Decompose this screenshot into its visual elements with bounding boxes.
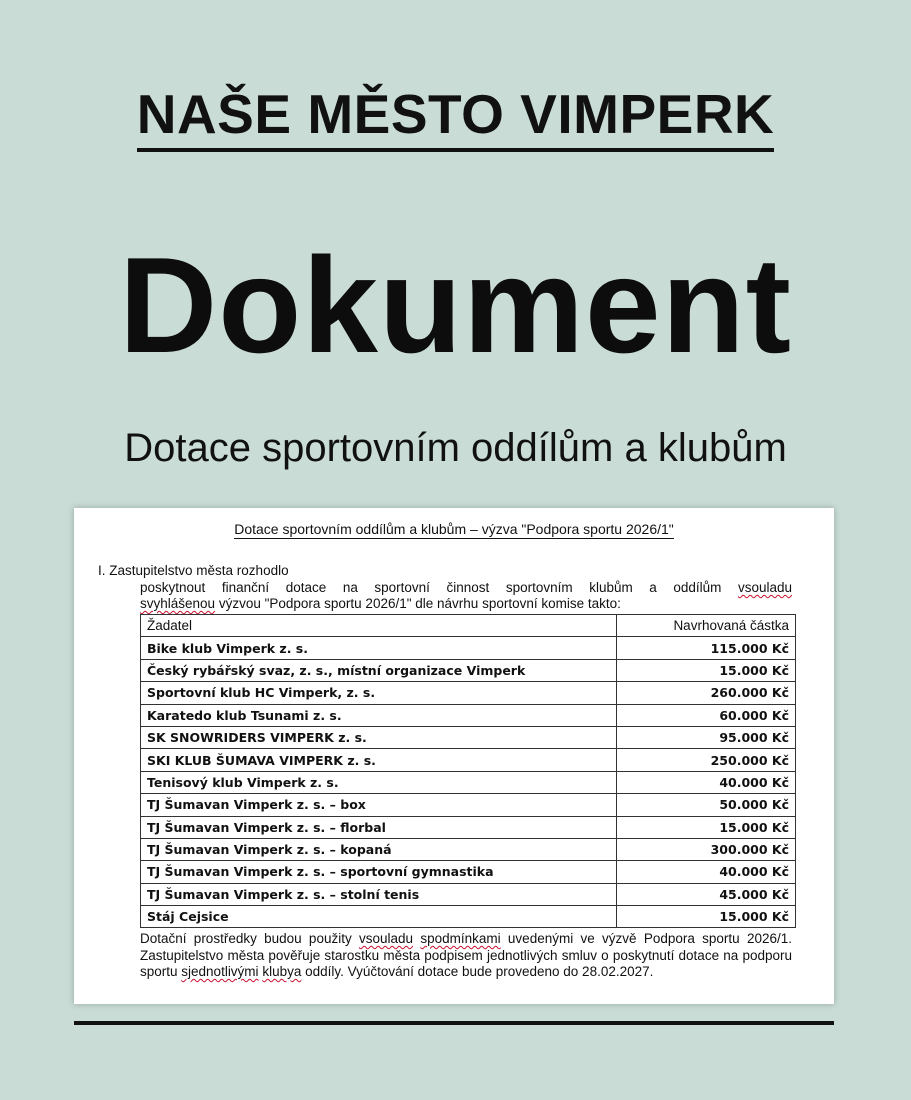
page-subtitle: Dotace sportovním oddílům a klubům — [124, 426, 787, 470]
table-row — [141, 704, 796, 726]
intro-line-2 — [140, 596, 792, 612]
closing-flagged-word: klubya — [262, 964, 302, 979]
closing-text: oddíly. Vyúčtování dotace bude provedeno do 28.02.2027. — [301, 964, 654, 979]
section-title: I. Zastupitelstvo města rozhodlo — [98, 563, 289, 578]
table-row — [141, 816, 796, 838]
applicant-name: Stáj Cejsice — [141, 906, 617, 928]
bottom-divider — [74, 1021, 834, 1025]
intro-paragraph — [140, 580, 792, 612]
intro-text-2: výzvou "Podpora sportu 2026/1" dle návrhu sportovní komise takto: — [215, 596, 621, 611]
intro-text-1: poskytnout finanční dotace na sportovní činnost sportovním klubům a oddílům — [140, 580, 738, 595]
applicant-name: Karatedo klub Tsunami z. s. — [141, 704, 617, 726]
applicant-name: TJ Šumavan Vimperk z. s. – kopaná — [141, 838, 617, 860]
table-row — [141, 749, 796, 771]
applicant-name: Český rybářský svaz, z. s., místní organizace Vimperk — [141, 659, 617, 681]
grants-table — [140, 614, 796, 928]
column-header-applicant: Žadatel — [141, 615, 617, 637]
grant-amount: 250.000 Kč — [617, 749, 796, 771]
table-row — [141, 794, 796, 816]
closing-flagged-word: vsouladu — [359, 931, 414, 946]
table-row — [141, 771, 796, 793]
table-row — [141, 906, 796, 928]
column-header-amount: Navrhovaná částka — [617, 615, 796, 637]
intro-text-1-flagged: vsouladu — [737, 580, 792, 595]
applicant-name: Bike klub Vimperk z. s. — [141, 637, 617, 659]
page-title: Dokument — [119, 229, 792, 381]
closing-flagged-word: sjednotlivými — [181, 964, 259, 979]
grant-amount: 40.000 Kč — [617, 861, 796, 883]
grant-amount: 40.000 Kč — [617, 771, 796, 793]
applicant-name: TJ Šumavan Vimperk z. s. – box — [141, 794, 617, 816]
grant-amount: 45.000 Kč — [617, 883, 796, 905]
applicant-name: SK SNOWRIDERS VIMPERK z. s. — [141, 726, 617, 748]
applicant-name: SKI KLUB ŠUMAVA VIMPERK z. s. — [141, 749, 617, 771]
grant-amount: 15.000 Kč — [617, 906, 796, 928]
grant-amount: 260.000 Kč — [617, 682, 796, 704]
table-row — [141, 659, 796, 681]
grant-amount: 15.000 Kč — [617, 816, 796, 838]
closing-text: uvedenými ve výzvě Podpora sportu 2026/1. Zastupitelstvo města pověřuje starostku města podpisem jednotlivých smluv o poskytnutí dotace na podporu sportu — [140, 931, 792, 979]
table-row — [141, 883, 796, 905]
intro-text-2-flagged: svyhlášenou — [140, 596, 216, 611]
brand-title: NAŠE MĚSTO VIMPERK — [137, 82, 775, 152]
applicant-name: Tenisový klub Vimperk z. s. — [141, 771, 617, 793]
document-heading-text: Dotace sportovním oddílům a klubům – výzva "Podpora sportu 2026/1" — [234, 521, 674, 537]
table-row — [141, 726, 796, 748]
document-scan — [74, 508, 834, 1004]
closing-flagged-word: spodmínkami — [420, 931, 501, 946]
table-row — [141, 682, 796, 704]
grant-amount: 15.000 Kč — [617, 659, 796, 681]
grant-amount: 50.000 Kč — [617, 794, 796, 816]
brand-header — [0, 82, 911, 152]
grant-amount: 95.000 Kč — [617, 726, 796, 748]
intro-line-1 — [140, 580, 792, 596]
grant-amount: 60.000 Kč — [617, 704, 796, 726]
table-header-row — [141, 615, 796, 637]
table-row — [141, 838, 796, 860]
grant-amount: 115.000 Kč — [617, 637, 796, 659]
table-row — [141, 637, 796, 659]
applicant-name: Sportovní klub HC Vimperk, z. s. — [141, 682, 617, 704]
applicant-name: TJ Šumavan Vimperk z. s. – stolní tenis — [141, 883, 617, 905]
table-row — [141, 861, 796, 883]
grant-amount: 300.000 Kč — [617, 838, 796, 860]
closing-paragraph — [140, 931, 792, 981]
document-heading — [74, 521, 834, 537]
applicant-name: TJ Šumavan Vimperk z. s. – sportovní gymnastika — [141, 861, 617, 883]
closing-text: Dotační prostředky budou použity — [140, 931, 359, 946]
applicant-name: TJ Šumavan Vimperk z. s. – florbal — [141, 816, 617, 838]
